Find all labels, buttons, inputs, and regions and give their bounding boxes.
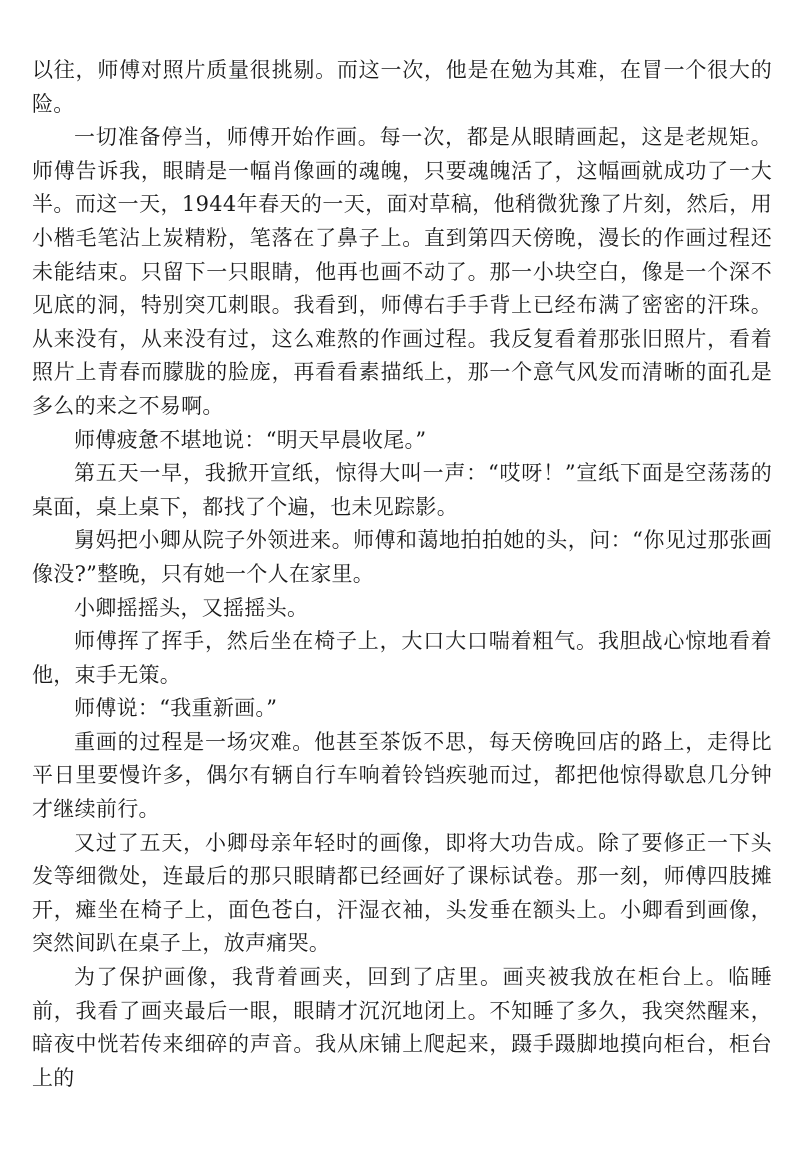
paragraph-5: 舅妈把小卿从院子外领进来。师傅和蔼地拍拍她的头，问：“你见过那张画像没?”整晚，只有她一个人在家里。 <box>32 528 772 586</box>
paragraph-3: 师傅疲惫不堪地说：“明天早晨收尾。” <box>74 427 427 452</box>
paragraph-8: 师傅说：“我重新画。” <box>74 696 278 721</box>
paragraph-6: 小卿摇摇头，又摇摇头。 <box>74 595 309 620</box>
paragraph-1: 以往，师傅对照片质量很挑剔。而这一次，他是在勉为其难，在冒一个很大的险。 <box>32 58 772 116</box>
paragraph-4: 第五天一早，我掀开宣纸，惊得大叫一声：“哎呀！”宣纸下面是空荡荡的桌面，桌上桌下，都找了个遍，也未见踪影。 <box>32 461 772 519</box>
paragraph-10: 又过了五天，小卿母亲年轻时的画像，即将大功告成。除了要修正一下头发等细微处，连最后的那只眼睛都已经画好了课标试卷。那一刻，师傅四肢摊开，瘫坐在椅子上，面色苍白，汗湿衣袖，头发垂在额头上。小卿看到画像，突然间趴在桌子上，放声痛哭。 <box>32 830 772 956</box>
paragraph-9: 重画的过程是一场灾难。他甚至茶饭不思，每天傍晚回店的路上，走得比平日里要慢许多，偶尔有辆自行车响着铃铛疾驰而过，都把他惊得歇息几分钟才继续前行。 <box>32 729 772 822</box>
paragraph-7: 师傅挥了挥手，然后坐在椅子上，大口大口喘着粗气。我胆战心惊地看着他，束手无策。 <box>32 629 772 687</box>
document-body <box>32 54 772 1095</box>
paragraph-2: 一切准备停当，师傅开始作画。每一次，都是从眼睛画起，这是老规矩。师傅告诉我，眼睛是一幅肖像画的魂魄，只要魂魄活了，这幅画就成功了一大半。而这一天，1944年春天的一天，面对草稿，他稍微犹豫了片刻，然后，用小楷毛笔沾上炭精粉，笔落在了鼻子上。直到第四天傍晚，漫长的作画过程还未能结束。只留下一只眼睛，他再也画不动了。那一小块空白，像是一个深不见底的洞，特别突兀刺眼。我看到，师傅右手手背上已经布满了密密的汗珠。从来没有，从来没有过，这么难熬的作画过程。我反复看着那张旧照片，看着照片上青春而朦胧的脸庞，再看看素描纸上，那一个意气风发而清晰的面孔是多么的来之不易啊。 <box>32 125 772 418</box>
paragraph-11: 为了保护画像，我背着画夹，回到了店里。画夹被我放在柜台上。临睡前，我看了画夹最后一眼，眼睛才沉沉地闭上。不知睡了多久，我突然醒来，暗夜中恍若传来细碎的声音。我从床铺上爬起来，蹑手蹑脚地摸向柜台，柜台上的 <box>32 965 772 1090</box>
